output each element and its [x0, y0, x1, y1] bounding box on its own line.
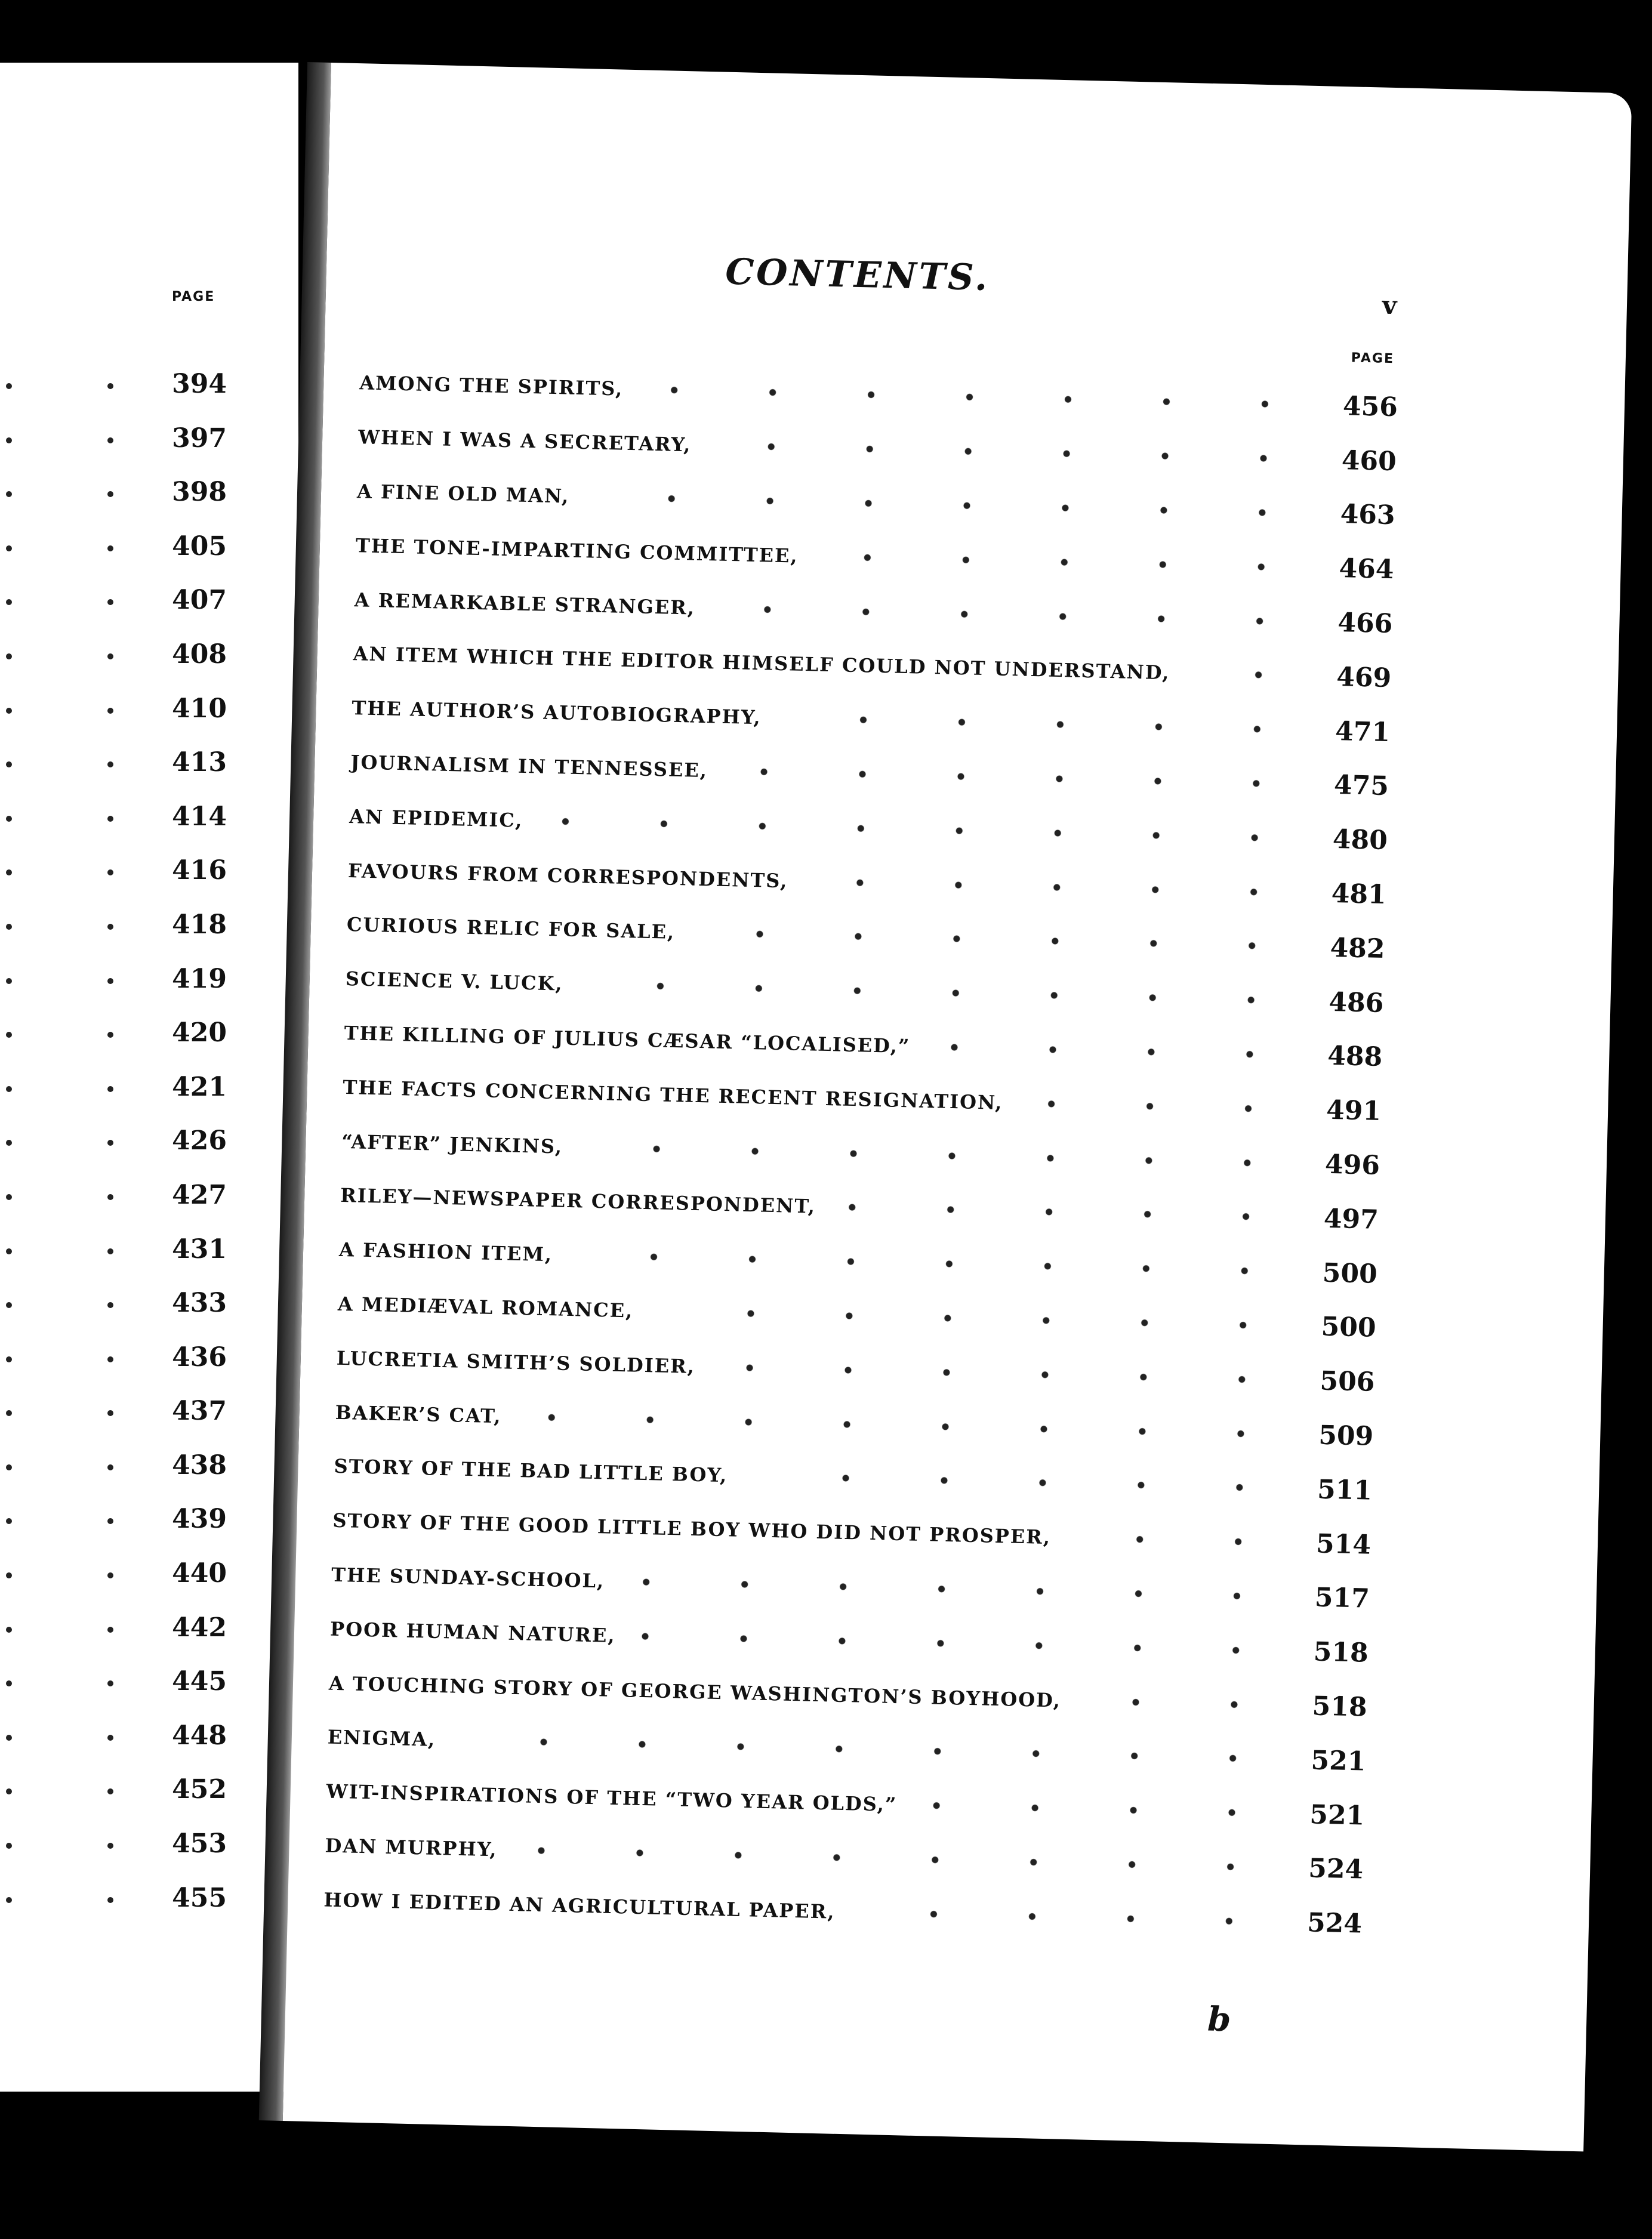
dot-leader [921, 1799, 1281, 1819]
toc-entry-page: 496 [1324, 1149, 1380, 1181]
toc-entry-title: THE SUNDAY-SCHOOL, [331, 1563, 605, 1593]
dot-leader [715, 440, 1313, 466]
toc-entry-page: 481 [1331, 878, 1387, 911]
left-page-number: 413 [172, 747, 227, 778]
leader-dot [107, 1248, 113, 1254]
dot-leader [1075, 1532, 1288, 1549]
toc-entry-page: 497 [1323, 1203, 1379, 1235]
toc-entry-title: THE FACTS CONCERNING THE RECENT RESIGNATION, [343, 1075, 1003, 1114]
leader-dot [6, 1572, 12, 1578]
left-page-column-head: PAGE [172, 289, 215, 304]
toc-entry-title: A FASHION ITEM, [338, 1238, 553, 1266]
dot-leader [460, 1734, 1283, 1765]
dot-leader [719, 602, 1309, 628]
leader-dot [6, 978, 12, 984]
leader-dot [6, 599, 12, 605]
leader-dot [107, 491, 113, 497]
toc-entry-title: A MEDIÆVAL ROMANCE, [337, 1292, 634, 1322]
leader-dot [107, 1788, 113, 1794]
toc-entry-title: A REMARKABLE STRANGER, [354, 588, 696, 619]
toc-entry-page: 480 [1332, 824, 1388, 856]
leader-dot [107, 1464, 113, 1470]
toc-entry-page: 521 [1309, 1799, 1365, 1831]
toc-entry-title: AMONG THE SPIRITS, [359, 371, 624, 401]
left-page-number: 394 [172, 369, 227, 399]
dot-leader [1194, 668, 1308, 682]
toc-entry-page: 456 [1342, 390, 1398, 423]
leader-dot [6, 1843, 12, 1849]
left-page-row [0, 1229, 251, 1284]
leader-dot [6, 761, 12, 767]
leader-dot [6, 1735, 12, 1741]
left-page-number: 397 [172, 422, 227, 454]
left-page-number: 440 [172, 1558, 227, 1589]
toc-entry-title: JOURNALISM IN TENNESSEE, [350, 751, 708, 782]
left-page-number: 436 [172, 1341, 227, 1373]
toc-entry-page: 491 [1326, 1095, 1382, 1127]
left-page-row [0, 1013, 251, 1067]
left-page-number: 421 [172, 1071, 227, 1102]
left-page-number: 448 [172, 1720, 227, 1751]
left-page-row [0, 1824, 251, 1878]
dot-leader [859, 1906, 1278, 1928]
left-page-number: 420 [172, 1017, 227, 1048]
left-page-number: 427 [172, 1179, 227, 1210]
left-page-row [0, 689, 251, 743]
leader-dot [6, 1086, 12, 1092]
dot-leader [547, 815, 1304, 845]
left-page-number: 408 [172, 639, 227, 670]
left-page-number: 416 [172, 855, 227, 886]
toc-entry-page: 524 [1308, 1853, 1364, 1885]
dot-leader [657, 1305, 1293, 1332]
dot-leader [751, 1470, 1289, 1495]
toc-entry-title: FAVOURS FROM CORRESPONDENTS, [347, 859, 788, 892]
leader-dot [107, 1194, 113, 1200]
leader-dot [107, 383, 113, 389]
leader-dot [6, 545, 12, 551]
leader-dot [107, 1410, 113, 1416]
leader-dot [107, 1627, 113, 1633]
leader-dot [6, 491, 12, 497]
leader-dot [6, 1032, 12, 1038]
left-page-row [0, 1391, 251, 1445]
leader-dot [6, 1897, 12, 1903]
leader-dot [107, 1572, 113, 1578]
leader-dot [107, 1356, 113, 1362]
left-page-number: 437 [172, 1396, 227, 1427]
toc-entry-title: SCIENCE V. LUCK, [345, 967, 563, 995]
left-page-number: 414 [172, 801, 227, 832]
left-page-row [0, 797, 251, 851]
leader-dot [6, 1464, 12, 1470]
left-page-number-column [0, 364, 251, 1932]
leader-dot [107, 924, 113, 930]
toc-entry-title: THE KILLING OF JULIUS CÆSAR “LOCALISED,” [344, 1021, 911, 1058]
toc-entry-page: 469 [1336, 661, 1392, 694]
left-page-row [0, 634, 251, 689]
toc-entry-page: 518 [1312, 1691, 1368, 1723]
folio-number: v [1382, 290, 1397, 320]
toc-entry-title: THE TONE-IMPARTING COMMITTEE, [355, 533, 799, 568]
dot-leader [639, 1630, 1285, 1657]
dot-leader [785, 712, 1306, 736]
toc-entry-title: AN ITEM WHICH THE EDITOR HIMSELF COULD NOT UNDERSTAND, [353, 642, 1170, 684]
left-page-number: 455 [172, 1882, 227, 1913]
leader-dot [107, 1680, 113, 1686]
leader-dot [107, 437, 113, 443]
leader-dot [107, 869, 113, 875]
toc-entry-page: 518 [1313, 1636, 1369, 1669]
dot-leader [1085, 1695, 1284, 1711]
left-page-row [0, 472, 251, 526]
leader-dot [6, 816, 12, 822]
left-page-row [0, 526, 251, 581]
toc-entry-page: 488 [1327, 1041, 1383, 1073]
dot-leader [1027, 1097, 1297, 1116]
dot-leader [719, 1361, 1292, 1387]
dot-leader [593, 491, 1312, 520]
signature-mark: b [1207, 1999, 1232, 2040]
toc-entry-title: DAN MURPHY, [325, 1834, 498, 1861]
dot-leader [934, 1041, 1299, 1061]
toc-entry-title: RILEY—NEWSPAPER CORRESPONDENT, [340, 1184, 816, 1218]
toc-entry-page: 509 [1318, 1420, 1374, 1452]
leader-dot [6, 437, 12, 443]
leader-dot [107, 978, 113, 984]
toc-entry-title: THE AUTHOR’S AUTOBIOGRAPHY, [352, 696, 762, 729]
page-column-head: PAGE [1351, 350, 1395, 367]
leader-dot [6, 1788, 12, 1794]
leader-dot [6, 1356, 12, 1362]
leader-dot [6, 653, 12, 659]
leader-dot [6, 383, 12, 389]
leader-dot [107, 708, 113, 714]
table-of-contents [323, 356, 1398, 1951]
toc-entry-page: 482 [1330, 932, 1386, 964]
leader-dot [6, 708, 12, 714]
toc-entry-page: 506 [1319, 1365, 1375, 1398]
contents-page [283, 63, 1632, 2151]
left-page-row [0, 580, 251, 634]
dot-leader [822, 550, 1310, 573]
left-page-number: 419 [172, 963, 227, 994]
toc-entry-page: 486 [1328, 986, 1384, 1019]
toc-entry-page: 463 [1340, 499, 1396, 531]
leader-dot [107, 1140, 113, 1146]
toc-entry-title: HOW I EDITED AN AGRICULTURAL PAPER, [323, 1888, 836, 1923]
toc-entry-page: 517 [1314, 1582, 1370, 1615]
toc-entry-title: WHEN I WAS A SECRETARY, [357, 425, 692, 457]
leader-dot [107, 1302, 113, 1308]
left-page-row [0, 1337, 251, 1392]
leader-dot [107, 653, 113, 659]
left-page-number: 431 [172, 1233, 227, 1265]
toc-entry-title: AN EPIDEMIC, [349, 804, 523, 832]
leader-dot [107, 1843, 113, 1849]
left-page-number: 410 [172, 693, 227, 724]
left-page-row [0, 742, 251, 797]
left-page-row [0, 1878, 251, 1932]
leader-dot [6, 1302, 12, 1308]
left-page-row [0, 1175, 251, 1229]
left-page-row [0, 1445, 251, 1500]
left-page-row [0, 1121, 251, 1175]
dot-leader [525, 1411, 1290, 1441]
toc-entry-title: ENIGMA, [327, 1725, 436, 1751]
toc-entry-page: 500 [1322, 1257, 1378, 1290]
left-page-number: 407 [172, 585, 227, 616]
dot-leader [840, 1201, 1295, 1224]
left-page-number: 438 [172, 1450, 227, 1481]
leader-dot [107, 816, 113, 822]
left-page-row [0, 1661, 251, 1716]
leader-dot [6, 1194, 12, 1200]
dot-leader [628, 1575, 1286, 1603]
leader-dot [6, 1518, 12, 1524]
left-page-number: 442 [172, 1612, 227, 1643]
left-page-row [0, 1067, 251, 1121]
leader-dot [107, 1518, 113, 1524]
running-title: CONTENTS. [725, 251, 991, 300]
dot-leader [812, 875, 1303, 899]
leader-dot [6, 869, 12, 875]
toc-entry-title: POOR HUMAN NATURE, [329, 1617, 616, 1647]
leader-dot [107, 545, 113, 551]
left-page-number: 453 [172, 1828, 227, 1859]
toc-entry-title: “AFTER” JENKINS, [341, 1130, 563, 1158]
leader-dot [107, 599, 113, 605]
leader-dot [107, 761, 113, 767]
left-page-row [0, 850, 251, 905]
left-page-number: 452 [172, 1774, 227, 1805]
toc-entry-title: CURIOUS RELIC FOR SALE, [346, 913, 676, 944]
dot-leader [587, 1141, 1296, 1170]
toc-entry-page: 471 [1334, 716, 1391, 748]
toc-entry-page: 521 [1310, 1745, 1367, 1777]
left-page-row [0, 1553, 251, 1608]
leader-dot [6, 1248, 12, 1254]
toc-entry-title: STORY OF THE BAD LITTLE BOY, [334, 1455, 728, 1487]
toc-entry-page: 464 [1339, 553, 1395, 585]
dot-leader [587, 979, 1300, 1007]
toc-entry-page: 460 [1341, 445, 1397, 477]
leader-dot [6, 1680, 12, 1686]
dot-leader [647, 384, 1314, 411]
left-page-number: 426 [172, 1125, 227, 1156]
dot-leader [521, 1844, 1280, 1874]
toc-entry-title: BAKER’S CAT, [335, 1401, 503, 1427]
leader-dot [107, 1032, 113, 1038]
toc-entry-page: 514 [1315, 1528, 1371, 1560]
left-page-number: 405 [172, 531, 227, 562]
leader-dot [6, 1140, 12, 1146]
toc-entry-page: 524 [1306, 1907, 1363, 1939]
toc-entry-title: WIT-INSPIRATIONS OF THE “TWO YEAR OLDS,” [326, 1780, 898, 1817]
left-page-number: 398 [172, 477, 227, 508]
leader-dot [6, 1627, 12, 1633]
left-page-row [0, 1499, 251, 1553]
left-page-number: 445 [172, 1666, 227, 1697]
toc-entry-page: 475 [1333, 770, 1389, 802]
left-page-row [0, 364, 251, 418]
toc-entry-page: 511 [1317, 1474, 1373, 1506]
left-page-row [0, 905, 251, 959]
leader-dot [6, 924, 12, 930]
leader-dot [107, 1086, 113, 1092]
leader-dot [107, 1897, 113, 1903]
left-page-row [0, 959, 251, 1013]
toc-entry-title: LUCRETIA SMITH’S SOLDIER, [336, 1346, 696, 1378]
previous-page-fragment [0, 63, 298, 2092]
leader-dot [6, 1410, 12, 1416]
left-page-row [0, 1608, 251, 1662]
toc-entry-title: STORY OF THE GOOD LITTLE BOY WHO DID NOT PROSPER, [332, 1509, 1052, 1549]
toc-entry-title: A TOUCHING STORY OF GEORGE WASHINGTON’S BOYHOOD, [328, 1671, 1062, 1712]
left-page-row [0, 1283, 251, 1337]
left-page-row [0, 1769, 251, 1824]
left-page-number: 418 [172, 909, 227, 940]
dot-leader [577, 1249, 1294, 1278]
left-page-number: 439 [172, 1504, 227, 1535]
dot-leader [699, 927, 1302, 953]
leader-dot [107, 1735, 113, 1741]
left-page-number: 433 [172, 1288, 227, 1319]
toc-entry-page: 500 [1321, 1312, 1377, 1344]
toc-entry-page: 466 [1337, 607, 1393, 640]
left-page-row [0, 418, 251, 473]
dot-leader [732, 765, 1306, 791]
toc-entry-title: A FINE OLD MAN, [356, 480, 570, 508]
left-page-row [0, 1716, 251, 1770]
